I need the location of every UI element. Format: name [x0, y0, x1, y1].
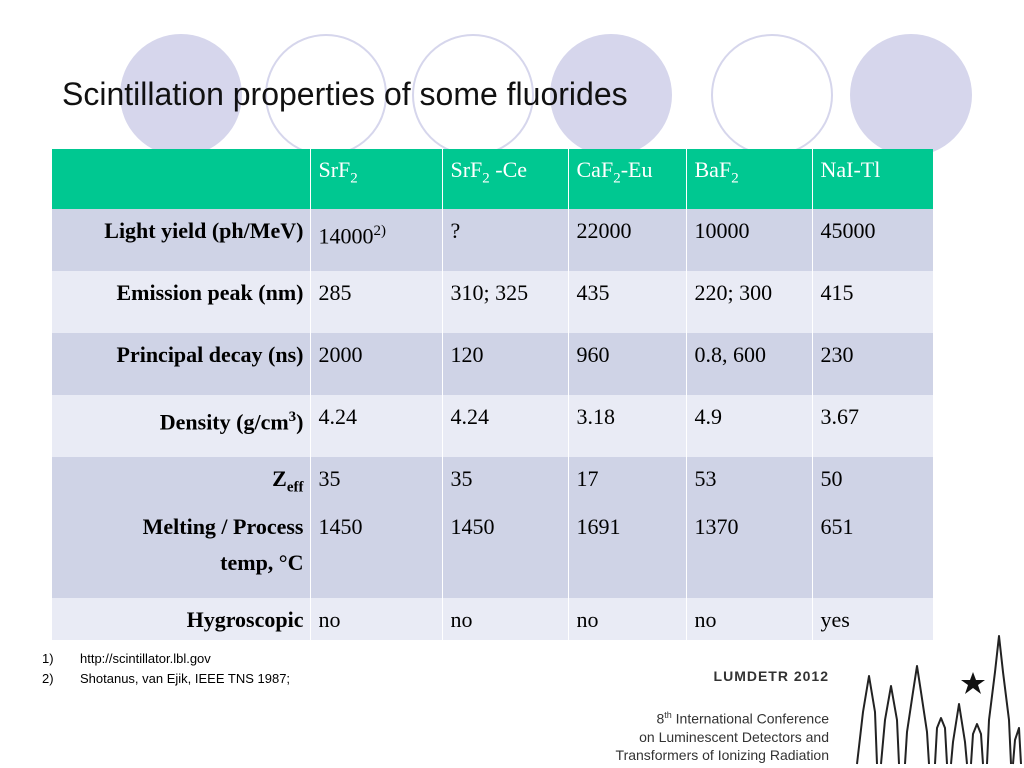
- row-label: Principal decay (ns): [52, 333, 310, 395]
- table-cell: 4.9: [686, 395, 812, 457]
- conference-name: LUMDETR 2012: [713, 668, 829, 684]
- table-cell: 0.8, 600: [686, 333, 812, 395]
- table-cell: 45000: [812, 209, 933, 271]
- table-cell: 285: [310, 271, 442, 333]
- table-cell: 1370: [686, 505, 812, 598]
- table-cell: 1691: [568, 505, 686, 598]
- table-cell: 4.24: [310, 395, 442, 457]
- city-skyline-logo: [855, 632, 1023, 766]
- table-header-row: [52, 149, 933, 209]
- row-label: Hygroscopic: [52, 598, 310, 640]
- table-cell: 50: [812, 457, 933, 505]
- table-cell: 35: [442, 457, 568, 505]
- header-cell: NaI-Tl: [812, 149, 933, 209]
- reference-item: [42, 649, 290, 669]
- slide-title: Scintillation properties of some fluorides: [62, 76, 628, 112]
- table-cell: 120: [442, 333, 568, 395]
- properties-table: [52, 149, 933, 640]
- header-cell: BaF$_2$: [686, 149, 812, 209]
- reference-item: [42, 669, 290, 689]
- table-cell: 230: [812, 333, 933, 395]
- table-cell: 1450: [310, 505, 442, 598]
- header-cell: SrF$_2$ -Ce: [442, 149, 568, 209]
- header-cell: SrF$_2$: [310, 149, 442, 209]
- row-label: Melting / Process temp, °C: [52, 505, 310, 598]
- decor-circle-5: [711, 34, 833, 156]
- star-icon: [961, 672, 985, 694]
- table-row: [52, 457, 933, 505]
- table-row: [52, 209, 933, 271]
- table-cell: no: [310, 598, 442, 640]
- table-cell: 3.18: [568, 395, 686, 457]
- reference-text: Shotanus, van Ejik, IEEE TNS 1987;: [80, 671, 291, 686]
- row-label: Light yield (ph/MeV): [52, 209, 310, 271]
- table-cell: 960: [568, 333, 686, 395]
- conference-line-3: Transformers of Ionizing Radiation: [615, 746, 829, 763]
- table-cell: ?: [442, 209, 568, 271]
- table-cell: 14000$^{2)}$: [310, 209, 442, 271]
- decor-circle-6: [850, 34, 972, 156]
- table-row: [52, 395, 933, 457]
- header-cell: CaF$_2$-Eu: [568, 149, 686, 209]
- table-cell: no: [442, 598, 568, 640]
- table-cell: 310; 325: [442, 271, 568, 333]
- table-cell: 435: [568, 271, 686, 333]
- table-row: [52, 505, 933, 598]
- table-cell: 2000: [310, 333, 442, 395]
- table-cell: 3.67: [812, 395, 933, 457]
- table-cell: no: [686, 598, 812, 640]
- table-row: [52, 598, 933, 640]
- table-cell: 53: [686, 457, 812, 505]
- header-empty-cell: [52, 149, 310, 209]
- conference-block: [616, 668, 829, 764]
- table-cell: 4.24: [442, 395, 568, 457]
- table-cell: 651: [812, 505, 933, 598]
- table-cell: yes: [812, 598, 933, 640]
- conference-line-1: 8th International Conference: [656, 710, 829, 727]
- conference-line-2: on Luminescent Detectors and: [639, 728, 829, 745]
- table-row: [52, 271, 933, 333]
- table-cell: 415: [812, 271, 933, 333]
- reference-number: 1): [42, 651, 54, 666]
- reference-number: 2): [42, 671, 54, 686]
- table-cell: 17: [568, 457, 686, 505]
- table-cell: no: [568, 598, 686, 640]
- references-list: [42, 649, 290, 689]
- table-cell: 22000: [568, 209, 686, 271]
- row-label: $Z_{eff}$: [52, 457, 310, 505]
- table-cell: 1450: [442, 505, 568, 598]
- reference-text: http://scintillator.lbl.gov: [80, 651, 211, 666]
- row-label: Emission peak (nm): [52, 271, 310, 333]
- table-cell: 35: [310, 457, 442, 505]
- row-label: Density $(g/cm^3)$: [52, 395, 310, 457]
- table-row: [52, 333, 933, 395]
- table-cell: 10000: [686, 209, 812, 271]
- table-cell: 220; 300: [686, 271, 812, 333]
